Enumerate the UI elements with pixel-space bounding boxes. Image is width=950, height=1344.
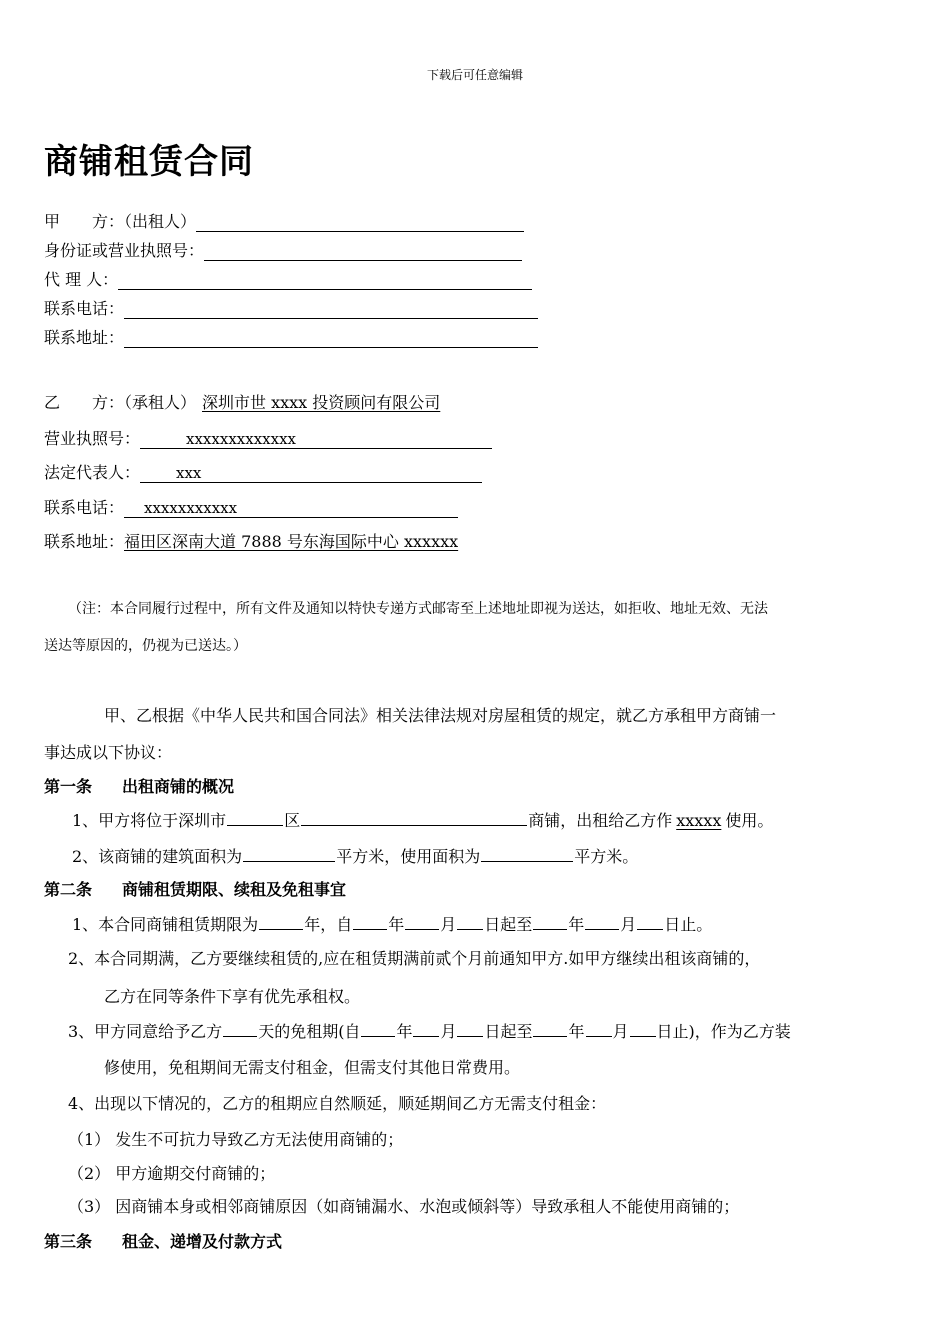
article-2-number: 第二条 <box>44 880 93 899</box>
article-1-item-2: 2、该商铺的建筑面积为 平方米，使用面积为 平方米。 <box>72 847 639 866</box>
party-b-row <box>44 390 440 413</box>
document-title: 商铺租赁合同 <box>44 142 254 182</box>
party-b-phone-value: xxxxxxxxxxx <box>144 499 238 517</box>
notice-line-2: 送达等原因的，仍视为已送达。） <box>44 638 247 654</box>
party-a-label: 甲 方：（出租人） <box>44 212 197 231</box>
article-2-title: 商铺租赁期限、续租及免租事宜 <box>122 880 347 899</box>
party-b-license-value: xxxxxxxxxxxxx <box>186 430 296 448</box>
party-b-address-value: 福田区深南大道 7888 号东海国际中心 xxxxxx <box>124 532 459 551</box>
party-b-name: 深圳市世 xxxx 投资顾问有限公司 <box>202 393 441 412</box>
article-2-sub-3: （3） 因商铺本身或相邻商铺原因（如商铺漏水、水泡或倾斜等）导致承租人不能使用商铺的； <box>68 1197 740 1216</box>
party-b-label: 乙 方：（承租人） <box>44 393 197 412</box>
party-b-rep-label: 法定代表人： <box>44 463 141 482</box>
party-a-address-row <box>44 325 538 348</box>
article-1-title: 出租商铺的概况 <box>122 777 235 796</box>
article-1-heading <box>44 774 234 797</box>
article-2-item-3-line-2: 修使用，免租期间无需支付租金，但需支付其他日常费用。 <box>104 1058 521 1077</box>
article-2-item-2-line-2: 乙方在同等条件下享有优先承租权。 <box>104 987 361 1006</box>
article-1-number: 第一条 <box>44 777 93 796</box>
party-a-id-field <box>204 242 522 261</box>
party-a-row <box>44 209 524 232</box>
header-note: 下载后可任意编辑 <box>426 68 523 82</box>
party-a-agent-row <box>44 267 532 290</box>
article-2-item-2-line-1: 2、本合同期满，乙方要继续租赁的,应在租赁期满前贰个月前通知甲方.如甲方继续出租该商铺的， <box>68 949 761 968</box>
intro-line-2: 事达成以下协议： <box>44 743 173 762</box>
article-3-title: 租金、递增及付款方式 <box>122 1232 283 1251</box>
party-a-address-label: 联系地址： <box>44 328 125 347</box>
party-b-phone-field <box>124 499 458 518</box>
article-2-sub-2: （2） 甲方逾期交付商铺的； <box>68 1164 276 1183</box>
party-a-address-field <box>124 329 538 348</box>
article-3-heading <box>44 1229 282 1252</box>
party-b-rep-field <box>140 464 482 483</box>
party-b-phone-row <box>44 495 458 518</box>
article-2-sub-1: （1） 发生不可抗力导致乙方无法使用商铺的； <box>68 1130 404 1149</box>
party-a-name-field <box>196 213 524 232</box>
party-b-license-label: 营业执照号： <box>44 429 141 448</box>
party-a-phone-label: 联系电话： <box>44 299 125 318</box>
party-a-agent-field <box>118 271 532 290</box>
article-2-item-3: 3、甲方同意给予乙方 天的免租期(自 年 月 日起至 年 月 日止)，作为乙方装 <box>68 1022 791 1041</box>
article-1-item-1: 1、甲方将位于深圳市 区 商铺，出租给乙方作 xxxxx 使用。 <box>72 811 774 830</box>
party-a-phone-row <box>44 296 538 319</box>
party-a-agent-label: 代 理 人： <box>44 270 119 289</box>
party-b-rep-row <box>44 460 482 483</box>
article-3-number: 第三条 <box>44 1232 93 1251</box>
party-b-license-row <box>44 426 492 449</box>
party-b-rep-value: xxx <box>176 464 202 482</box>
party-a-phone-field <box>124 300 538 319</box>
article-1-use-value: xxxxx <box>676 811 722 830</box>
article-2-item-1: 1、本合同商铺租赁期限为 年，自 年 月 日起至 年 月 日止。 <box>72 915 713 934</box>
party-b-license-field <box>140 430 492 449</box>
article-2-heading <box>44 877 346 900</box>
party-b-phone-label: 联系电话： <box>44 498 125 517</box>
notice-line-1: （注：本合同履行过程中，所有文件及通知以特快专递方式邮寄至上述地址即视为送达，如拒收、地址无效、无法 <box>68 601 768 617</box>
party-b-address-row <box>44 529 458 552</box>
intro-line-1: 甲、乙根据《中华人民共和国合同法》相关法律法规对房屋租赁的规定，就乙方承租甲方商铺一 <box>104 706 777 725</box>
party-a-id-label: 身份证或营业执照号： <box>44 241 205 260</box>
party-a-id-row <box>44 238 522 261</box>
party-b-address-label: 联系地址： <box>44 532 125 551</box>
article-2-item-4: 4、出现以下情况的，乙方的租期应自然顺延，顺延期间乙方无需支付租金： <box>68 1094 607 1113</box>
